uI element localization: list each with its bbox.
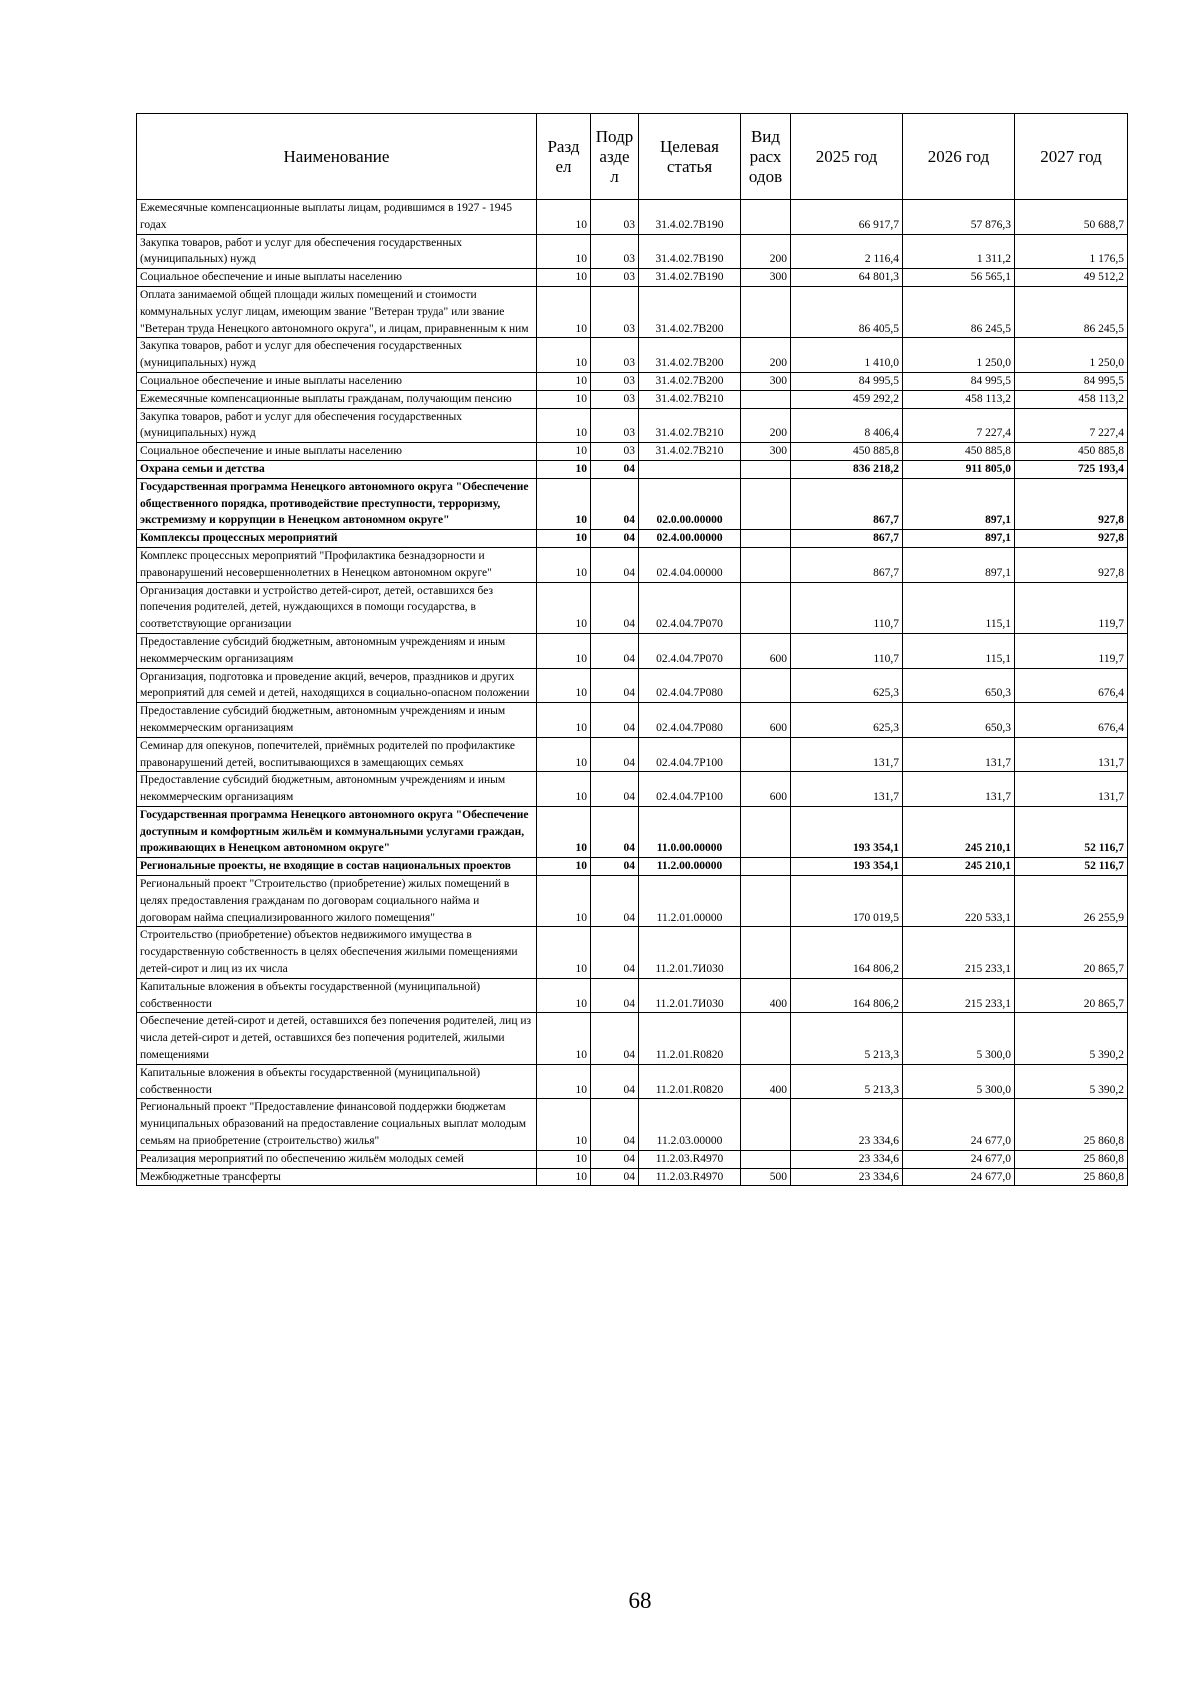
row-expense-type-cell — [741, 668, 791, 703]
row-2027-cell: 52 116,7 — [1015, 806, 1128, 857]
row-subsection-cell: 04 — [591, 1150, 639, 1168]
row-name-cell: Предоставление субсидий бюджетным, автономным учреждениям и иным некоммерческим организациям — [137, 633, 537, 668]
row-expense-type-cell: 300 — [741, 269, 791, 287]
row-expense-type-cell: 500 — [741, 1168, 791, 1186]
row-subsection-cell: 04 — [591, 1168, 639, 1186]
row-expense-type-cell: 400 — [741, 978, 791, 1013]
row-2027-cell: 5 390,2 — [1015, 1013, 1128, 1064]
row-name-cell: Реализация мероприятий по обеспечению жильём молодых семей — [137, 1150, 537, 1168]
row-2025-cell: 131,7 — [791, 737, 903, 772]
row-2025-cell: 193 354,1 — [791, 858, 903, 876]
row-name-cell: Строительство (приобретение) объектов недвижимого имущества в государственную собственность в целях обеспечения жилыми помещениями детей-сирот и лиц из их числа — [137, 927, 537, 978]
row-2025-cell: 64 801,3 — [791, 269, 903, 287]
row-expense-type-cell: 400 — [741, 1064, 791, 1099]
row-article-cell: 02.0.00.00000 — [639, 478, 741, 529]
row-subsection-cell: 04 — [591, 547, 639, 582]
row-2026-cell: 220 533,1 — [903, 876, 1015, 927]
row-2027-cell: 676,4 — [1015, 668, 1128, 703]
table-row — [137, 1064, 1128, 1099]
table-row — [137, 530, 1128, 548]
table-row — [137, 547, 1128, 582]
row-2026-cell: 458 113,2 — [903, 390, 1015, 408]
row-subsection-cell: 03 — [591, 372, 639, 390]
row-section-cell: 10 — [537, 478, 591, 529]
row-article-cell: 31.4.02.7B200 — [639, 372, 741, 390]
row-2026-cell: 650,3 — [903, 668, 1015, 703]
row-2027-cell: 927,8 — [1015, 478, 1128, 529]
row-article-cell: 31.4.02.7B190 — [639, 234, 741, 269]
row-article-cell: 02.4.04.7P100 — [639, 772, 741, 807]
row-section-cell: 10 — [537, 858, 591, 876]
row-2027-cell: 50 688,7 — [1015, 200, 1128, 235]
row-section-cell: 10 — [537, 927, 591, 978]
row-subsection-cell: 04 — [591, 633, 639, 668]
row-2027-cell: 5 390,2 — [1015, 1064, 1128, 1099]
row-article-cell: 02.4.00.00000 — [639, 530, 741, 548]
row-expense-type-cell — [741, 200, 791, 235]
row-name-cell: Закупка товаров, работ и услуг для обеспечения государственных (муниципальных) нужд — [137, 234, 537, 269]
row-article-cell: 11.2.01.7И030 — [639, 927, 741, 978]
row-2026-cell: 57 876,3 — [903, 200, 1015, 235]
row-subsection-cell: 04 — [591, 806, 639, 857]
table-row — [137, 876, 1128, 927]
row-2026-cell: 215 233,1 — [903, 978, 1015, 1013]
row-2027-cell: 119,7 — [1015, 633, 1128, 668]
row-expense-type-cell — [741, 547, 791, 582]
row-2025-cell: 110,7 — [791, 582, 903, 633]
row-article-cell: 02.4.04.7P080 — [639, 703, 741, 738]
row-subsection-cell: 03 — [591, 338, 639, 373]
row-expense-type-cell — [741, 286, 791, 337]
row-subsection-cell: 04 — [591, 478, 639, 529]
row-expense-type-cell: 200 — [741, 234, 791, 269]
row-article-cell: 02.4.04.7P080 — [639, 668, 741, 703]
header-2026: 2026 год — [903, 114, 1015, 200]
table-row — [137, 1150, 1128, 1168]
table-row — [137, 408, 1128, 443]
row-2027-cell: 25 860,8 — [1015, 1168, 1128, 1186]
page-number: 68 — [628, 1588, 652, 1613]
table-row — [137, 978, 1128, 1013]
row-2025-cell: 836 218,2 — [791, 460, 903, 478]
row-expense-type-cell — [741, 460, 791, 478]
header-section: Разд ел — [537, 114, 591, 200]
row-2026-cell: 84 995,5 — [903, 372, 1015, 390]
header-name: Наименование — [137, 114, 537, 200]
row-2025-cell: 23 334,6 — [791, 1150, 903, 1168]
row-name-cell: Охрана семьи и детства — [137, 460, 537, 478]
row-name-cell: Организация, подготовка и проведение акций, вечеров, праздников и других мероприятий для семей и детей, находящихся в социально-опасном положении — [137, 668, 537, 703]
row-section-cell: 10 — [537, 200, 591, 235]
row-subsection-cell: 04 — [591, 703, 639, 738]
row-article-cell: 31.4.02.7B210 — [639, 443, 741, 461]
table-row — [137, 1013, 1128, 1064]
row-2027-cell: 1 176,5 — [1015, 234, 1128, 269]
row-article-cell — [639, 460, 741, 478]
table-row — [137, 927, 1128, 978]
row-2027-cell: 1 250,0 — [1015, 338, 1128, 373]
row-2025-cell: 625,3 — [791, 668, 903, 703]
row-article-cell: 11.2.01.00000 — [639, 876, 741, 927]
row-section-cell: 10 — [537, 372, 591, 390]
table-row — [137, 772, 1128, 807]
row-2026-cell: 56 565,1 — [903, 269, 1015, 287]
row-section-cell: 10 — [537, 1150, 591, 1168]
header-expense-type: Вид расх одов — [741, 114, 791, 200]
row-2026-cell: 650,3 — [903, 703, 1015, 738]
row-section-cell: 10 — [537, 772, 591, 807]
row-2027-cell: 927,8 — [1015, 547, 1128, 582]
row-section-cell: 10 — [537, 668, 591, 703]
row-subsection-cell: 03 — [591, 234, 639, 269]
row-section-cell: 10 — [537, 1064, 591, 1099]
row-2026-cell: 245 210,1 — [903, 858, 1015, 876]
row-expense-type-cell — [741, 858, 791, 876]
row-section-cell: 10 — [537, 269, 591, 287]
table-row — [137, 460, 1128, 478]
row-2027-cell: 119,7 — [1015, 582, 1128, 633]
row-2026-cell: 24 677,0 — [903, 1099, 1015, 1150]
row-section-cell: 10 — [537, 547, 591, 582]
row-2025-cell: 867,7 — [791, 547, 903, 582]
row-2025-cell: 164 806,2 — [791, 927, 903, 978]
row-2026-cell: 131,7 — [903, 772, 1015, 807]
row-section-cell: 10 — [537, 460, 591, 478]
row-2026-cell: 245 210,1 — [903, 806, 1015, 857]
row-expense-type-cell: 600 — [741, 703, 791, 738]
table-row — [137, 286, 1128, 337]
table-row — [137, 200, 1128, 235]
table-row — [137, 269, 1128, 287]
row-section-cell: 10 — [537, 286, 591, 337]
row-article-cell: 02.4.04.7P100 — [639, 737, 741, 772]
row-2025-cell: 459 292,2 — [791, 390, 903, 408]
row-section-cell: 10 — [537, 876, 591, 927]
row-name-cell: Оплата занимаемой общей площади жилых помещений и стоимости коммунальных услуг лицам, имеющим звание "Ветеран труда" или звание "Ветеран труда Ненецкого автономного округа", и лицам, приравненным к ним — [137, 286, 537, 337]
row-section-cell: 10 — [537, 806, 591, 857]
row-2026-cell: 897,1 — [903, 547, 1015, 582]
row-expense-type-cell — [741, 927, 791, 978]
row-2027-cell: 26 255,9 — [1015, 876, 1128, 927]
row-name-cell: Капитальные вложения в объекты государственной (муниципальной) собственности — [137, 978, 537, 1013]
header-subsection: Подр азде л — [591, 114, 639, 200]
row-2027-cell: 25 860,8 — [1015, 1099, 1128, 1150]
row-subsection-cell: 04 — [591, 876, 639, 927]
row-2025-cell: 164 806,2 — [791, 978, 903, 1013]
row-name-cell: Предоставление субсидий бюджетным, автономным учреждениям и иным некоммерческим организациям — [137, 703, 537, 738]
row-name-cell: Региональный проект "Предоставление финансовой поддержки бюджетам муниципальных образований на предоставление социальных выплат молодым семьям на приобретение (строительство) жилья" — [137, 1099, 537, 1150]
row-2025-cell: 193 354,1 — [791, 806, 903, 857]
row-2026-cell: 7 227,4 — [903, 408, 1015, 443]
row-2025-cell: 867,7 — [791, 530, 903, 548]
row-2027-cell: 52 116,7 — [1015, 858, 1128, 876]
row-article-cell: 11.2.00.00000 — [639, 858, 741, 876]
row-subsection-cell: 04 — [591, 858, 639, 876]
row-2026-cell: 24 677,0 — [903, 1168, 1015, 1186]
row-subsection-cell: 04 — [591, 1064, 639, 1099]
row-2027-cell: 927,8 — [1015, 530, 1128, 548]
row-2025-cell: 86 405,5 — [791, 286, 903, 337]
header-2025: 2025 год — [791, 114, 903, 200]
row-2027-cell: 25 860,8 — [1015, 1150, 1128, 1168]
row-section-cell: 10 — [537, 1168, 591, 1186]
row-2027-cell: 450 885,8 — [1015, 443, 1128, 461]
row-name-cell: Межбюджетные трансферты — [137, 1168, 537, 1186]
table-row — [137, 703, 1128, 738]
row-2026-cell: 86 245,5 — [903, 286, 1015, 337]
row-name-cell: Социальное обеспечение и иные выплаты населению — [137, 443, 537, 461]
row-name-cell: Обеспечение детей-сирот и детей, оставшихся без попечения родителей, лиц из числа детей-сирот и детей, оставшихся без попечения родителей, жилыми помещениями — [137, 1013, 537, 1064]
row-name-cell: Закупка товаров, работ и услуг для обеспечения государственных (муниципальных) нужд — [137, 338, 537, 373]
table-row — [137, 668, 1128, 703]
row-section-cell: 10 — [537, 1099, 591, 1150]
row-2025-cell: 170 019,5 — [791, 876, 903, 927]
row-name-cell: Социальное обеспечение и иные выплаты населению — [137, 269, 537, 287]
row-subsection-cell: 04 — [591, 737, 639, 772]
row-subsection-cell: 03 — [591, 443, 639, 461]
row-section-cell: 10 — [537, 530, 591, 548]
row-article-cell: 11.2.01.R0820 — [639, 1013, 741, 1064]
table-row — [137, 1099, 1128, 1150]
row-name-cell: Организация доставки и устройство детей-сирот, детей, оставшихся без попечения родителей, детей, нуждающихся в помощи государства, в соответствующие организации — [137, 582, 537, 633]
row-section-cell: 10 — [537, 390, 591, 408]
row-name-cell: Закупка товаров, работ и услуг для обеспечения государственных (муниципальных) нужд — [137, 408, 537, 443]
row-expense-type-cell: 200 — [741, 408, 791, 443]
row-subsection-cell: 03 — [591, 286, 639, 337]
row-2025-cell: 23 334,6 — [791, 1099, 903, 1150]
row-2025-cell: 5 213,3 — [791, 1013, 903, 1064]
row-2026-cell: 115,1 — [903, 582, 1015, 633]
row-section-cell: 10 — [537, 338, 591, 373]
table-row — [137, 372, 1128, 390]
row-expense-type-cell: 300 — [741, 443, 791, 461]
row-name-cell: Социальное обеспечение и иные выплаты населению — [137, 372, 537, 390]
row-expense-type-cell: 600 — [741, 772, 791, 807]
row-2025-cell: 1 410,0 — [791, 338, 903, 373]
row-2027-cell: 20 865,7 — [1015, 927, 1128, 978]
row-expense-type-cell — [741, 530, 791, 548]
row-article-cell: 31.4.02.7B210 — [639, 408, 741, 443]
row-expense-type-cell — [741, 1099, 791, 1150]
row-subsection-cell: 04 — [591, 668, 639, 703]
row-2026-cell: 897,1 — [903, 478, 1015, 529]
row-article-cell: 02.4.04.7P070 — [639, 582, 741, 633]
row-article-cell: 31.4.02.7B190 — [639, 269, 741, 287]
row-name-cell: Комплекс процессных мероприятий "Профилактика безнадзорности и правонарушений несовершеннолетних в Ненецком автономном округе" — [137, 547, 537, 582]
row-2026-cell: 911 805,0 — [903, 460, 1015, 478]
row-2026-cell: 115,1 — [903, 633, 1015, 668]
row-subsection-cell: 04 — [591, 530, 639, 548]
row-name-cell: Региональные проекты, не входящие в состав национальных проектов — [137, 858, 537, 876]
row-expense-type-cell: 200 — [741, 338, 791, 373]
row-2027-cell: 7 227,4 — [1015, 408, 1128, 443]
row-subsection-cell: 04 — [591, 460, 639, 478]
table-row — [137, 338, 1128, 373]
row-subsection-cell: 04 — [591, 978, 639, 1013]
row-2025-cell: 84 995,5 — [791, 372, 903, 390]
row-name-cell: Комплексы процессных мероприятий — [137, 530, 537, 548]
row-article-cell: 02.4.04.7P070 — [639, 633, 741, 668]
row-article-cell: 11.2.03.00000 — [639, 1099, 741, 1150]
row-article-cell: 02.4.04.00000 — [639, 547, 741, 582]
row-name-cell: Региональный проект "Строительство (приобретение) жилых помещений в целях предоставления гражданам по договорам социального найма и договорам найма специализированного жилого помещения" — [137, 876, 537, 927]
row-2025-cell: 66 917,7 — [791, 200, 903, 235]
row-article-cell: 11.2.03.R4970 — [639, 1168, 741, 1186]
table-row — [137, 858, 1128, 876]
row-expense-type-cell — [741, 390, 791, 408]
row-article-cell: 31.4.02.7B190 — [639, 200, 741, 235]
row-2025-cell: 867,7 — [791, 478, 903, 529]
table-row — [137, 737, 1128, 772]
row-2027-cell: 131,7 — [1015, 737, 1128, 772]
row-name-cell: Ежемесячные компенсационные выплаты лицам, родившимся в 1927 - 1945 годах — [137, 200, 537, 235]
row-2027-cell: 20 865,7 — [1015, 978, 1128, 1013]
table-header-row — [137, 114, 1128, 200]
row-name-cell: Семинар для опекунов, попечителей, приёмных родителей по профилактике правонарушений детей, воспитывающихся в замещающих семьях — [137, 737, 537, 772]
row-2026-cell: 5 300,0 — [903, 1064, 1015, 1099]
row-section-cell: 10 — [537, 633, 591, 668]
row-section-cell: 10 — [537, 1013, 591, 1064]
row-2025-cell: 110,7 — [791, 633, 903, 668]
row-article-cell: 11.2.01.R0820 — [639, 1064, 741, 1099]
table-row — [137, 806, 1128, 857]
row-2025-cell: 450 885,8 — [791, 443, 903, 461]
row-2027-cell: 84 995,5 — [1015, 372, 1128, 390]
row-section-cell: 10 — [537, 443, 591, 461]
row-subsection-cell: 03 — [591, 200, 639, 235]
row-2026-cell: 131,7 — [903, 737, 1015, 772]
row-expense-type-cell — [741, 1150, 791, 1168]
row-subsection-cell: 03 — [591, 390, 639, 408]
row-article-cell: 11.0.00.00000 — [639, 806, 741, 857]
row-2026-cell: 897,1 — [903, 530, 1015, 548]
header-target-article: Целевая статья — [639, 114, 741, 200]
row-section-cell: 10 — [537, 408, 591, 443]
row-name-cell: Капитальные вложения в объекты государственной (муниципальной) собственности — [137, 1064, 537, 1099]
row-section-cell: 10 — [537, 978, 591, 1013]
row-name-cell: Государственная программа Ненецкого автономного округа "Обеспечение общественного порядка, противодействие преступности, терроризму, экстремизму и коррупции в Ненецком автономном округе" — [137, 478, 537, 529]
table-row — [137, 478, 1128, 529]
row-name-cell: Государственная программа Ненецкого автономного округа "Обеспечение доступным и комфортным жильём и коммунальными услугами граждан, проживающих в Ненецком автономном округе" — [137, 806, 537, 857]
row-2027-cell: 86 245,5 — [1015, 286, 1128, 337]
row-2025-cell: 2 116,4 — [791, 234, 903, 269]
row-2026-cell: 1 311,2 — [903, 234, 1015, 269]
table-row — [137, 390, 1128, 408]
row-article-cell: 31.4.02.7B200 — [639, 286, 741, 337]
row-2027-cell: 458 113,2 — [1015, 390, 1128, 408]
row-article-cell: 11.2.01.7И030 — [639, 978, 741, 1013]
row-2026-cell: 215 233,1 — [903, 927, 1015, 978]
row-section-cell: 10 — [537, 737, 591, 772]
row-2025-cell: 5 213,3 — [791, 1064, 903, 1099]
table-row — [137, 582, 1128, 633]
row-subsection-cell: 04 — [591, 772, 639, 807]
table-row — [137, 633, 1128, 668]
row-subsection-cell: 03 — [591, 269, 639, 287]
row-subsection-cell: 04 — [591, 582, 639, 633]
table-row — [137, 234, 1128, 269]
row-article-cell: 31.4.02.7B210 — [639, 390, 741, 408]
row-expense-type-cell — [741, 737, 791, 772]
table-row — [137, 1168, 1128, 1186]
row-subsection-cell: 03 — [591, 408, 639, 443]
row-subsection-cell: 04 — [591, 927, 639, 978]
row-section-cell: 10 — [537, 703, 591, 738]
row-subsection-cell: 04 — [591, 1099, 639, 1150]
header-2027: 2027 год — [1015, 114, 1128, 200]
row-2025-cell: 8 406,4 — [791, 408, 903, 443]
row-article-cell: 11.2.03.R4970 — [639, 1150, 741, 1168]
row-section-cell: 10 — [537, 234, 591, 269]
budget-table — [136, 113, 1128, 1186]
row-expense-type-cell: 300 — [741, 372, 791, 390]
row-name-cell: Ежемесячные компенсационные выплаты гражданам, получающим пенсию — [137, 390, 537, 408]
row-expense-type-cell — [741, 1013, 791, 1064]
row-section-cell: 10 — [537, 582, 591, 633]
row-2025-cell: 23 334,6 — [791, 1168, 903, 1186]
row-article-cell: 31.4.02.7B200 — [639, 338, 741, 373]
row-2025-cell: 625,3 — [791, 703, 903, 738]
row-2026-cell: 450 885,8 — [903, 443, 1015, 461]
table-row — [137, 443, 1128, 461]
row-name-cell: Предоставление субсидий бюджетным, автономным учреждениям и иным некоммерческим организациям — [137, 772, 537, 807]
row-subsection-cell: 04 — [591, 1013, 639, 1064]
row-expense-type-cell — [741, 876, 791, 927]
row-expense-type-cell — [741, 478, 791, 529]
row-2025-cell: 131,7 — [791, 772, 903, 807]
row-expense-type-cell: 600 — [741, 633, 791, 668]
row-2027-cell: 131,7 — [1015, 772, 1128, 807]
row-expense-type-cell — [741, 582, 791, 633]
row-2026-cell: 1 250,0 — [903, 338, 1015, 373]
row-expense-type-cell — [741, 806, 791, 857]
row-2027-cell: 49 512,2 — [1015, 269, 1128, 287]
row-2026-cell: 24 677,0 — [903, 1150, 1015, 1168]
row-2027-cell: 725 193,4 — [1015, 460, 1128, 478]
table-body — [137, 200, 1128, 1186]
row-2027-cell: 676,4 — [1015, 703, 1128, 738]
row-2026-cell: 5 300,0 — [903, 1013, 1015, 1064]
